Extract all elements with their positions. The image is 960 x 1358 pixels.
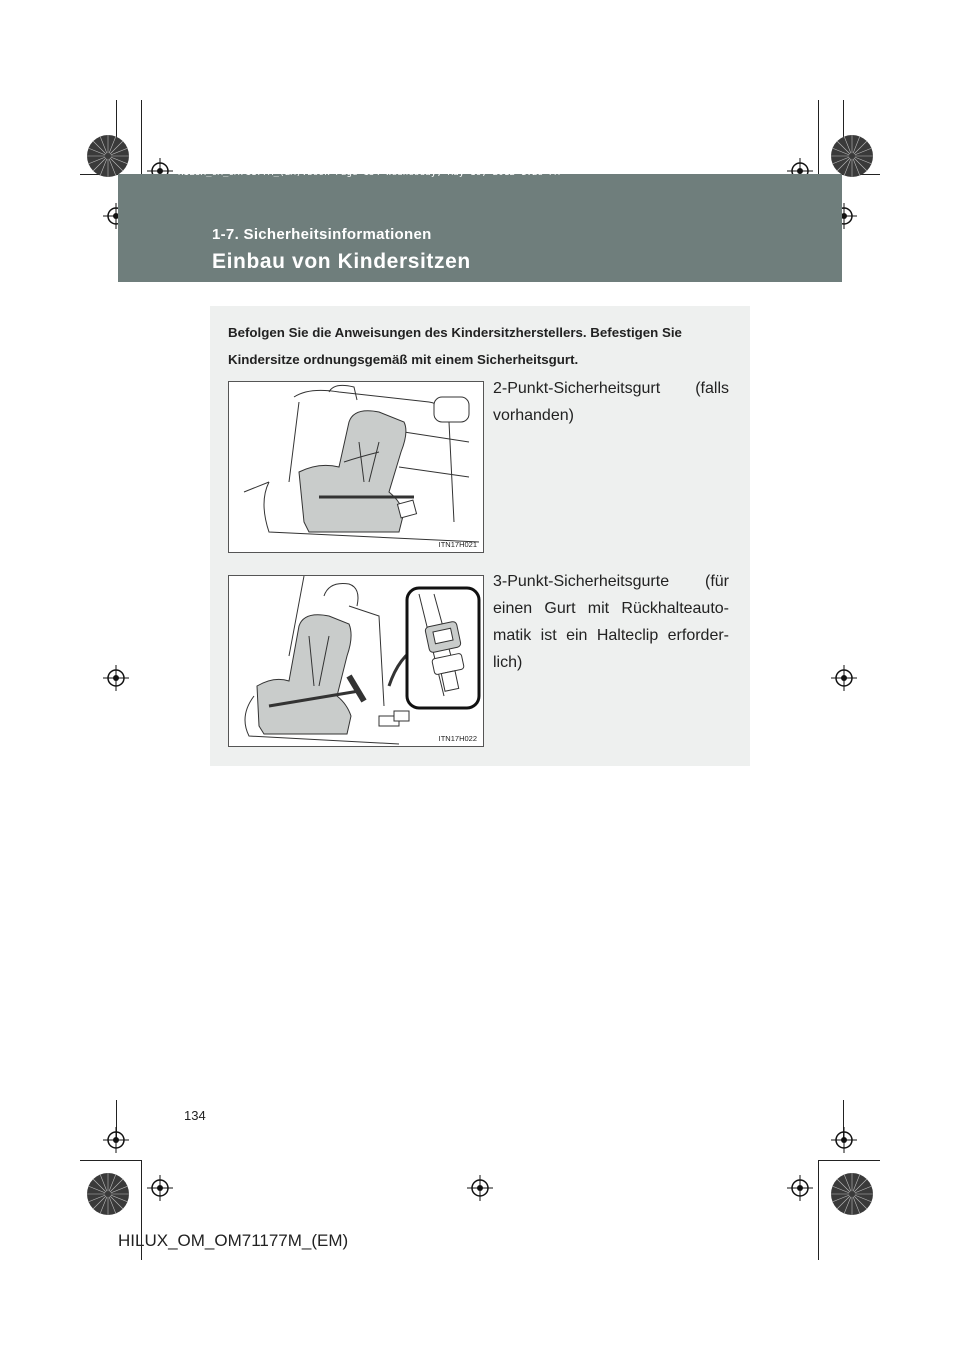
registration-mark xyxy=(103,1127,129,1153)
figure-caption: 3-Punkt-Sicherheitsgurte (für einen Gurt mit Rückhalteauto-matik ist ein Halteclip erforder-lich) xyxy=(493,573,729,671)
registration-mark xyxy=(467,1175,493,1201)
figure-code: ITN17H021 xyxy=(438,540,477,549)
page-title: Einbau von Kindersitzen xyxy=(212,250,471,273)
child-seat-illustration xyxy=(229,382,484,553)
figure-caption: 2-Punkt-Sicherheitsgurt (falls vorhanden) xyxy=(493,380,729,424)
print-info: HILUX_OM_OM71177M_(EM).book Page 134 Wednesday, May 16, 2012 1:28 PM xyxy=(178,168,561,178)
intro-text: Befolgen Sie die Anweisungen des Kindersitzherstellers. Befestigen Sie Kindersitze ordnungsgemäß mit einem Sicherheitsgurt. xyxy=(228,325,682,367)
figure-three-point-belt xyxy=(228,575,484,747)
color-wheel-mark xyxy=(86,1172,130,1216)
page-number: 134 xyxy=(184,1108,206,1123)
child-seat-with-clip-illustration xyxy=(229,576,484,747)
section-label: 1-7. Sicherheitsinformationen xyxy=(212,226,432,243)
figure-code: ITN17H022 xyxy=(438,734,477,743)
color-wheel-mark xyxy=(830,134,874,178)
registration-mark xyxy=(831,665,857,691)
registration-mark xyxy=(831,1127,857,1153)
registration-mark xyxy=(787,1175,813,1201)
color-wheel-mark xyxy=(86,134,130,178)
figure-two-point-belt xyxy=(228,381,484,553)
color-wheel-mark xyxy=(830,1172,874,1216)
registration-mark xyxy=(147,1175,173,1201)
registration-mark xyxy=(103,665,129,691)
footer-code: HILUX_OM_OM71177M_(EM) xyxy=(118,1231,349,1250)
